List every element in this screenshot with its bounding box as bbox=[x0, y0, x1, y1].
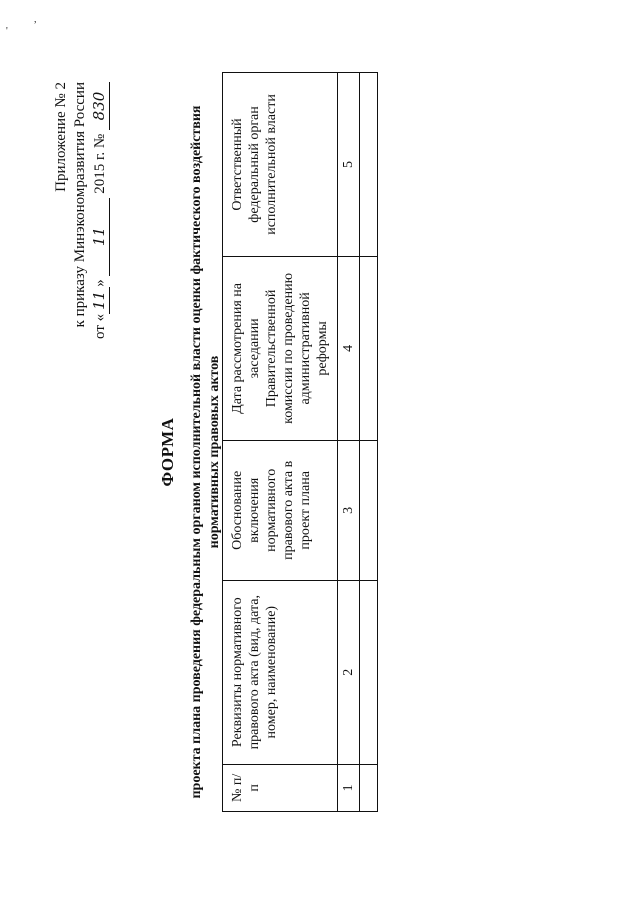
header-cell-meeting-date: Дата рассмотрения на заседании Правительственной комиссии по проведению административной реформы bbox=[223, 256, 338, 440]
table-cell bbox=[360, 764, 378, 811]
date-mid: » bbox=[92, 279, 108, 287]
appendix-header bbox=[52, 82, 110, 339]
document-subtitle: проекта плана проведения федеральным органом исполнительной власти оценки фактического воздействия нормативных правовых актов bbox=[189, 105, 222, 799]
numbering-cell: 5 bbox=[338, 73, 360, 257]
title-block bbox=[158, 82, 224, 822]
order-date-line bbox=[90, 82, 110, 339]
order-number: 830 bbox=[90, 82, 110, 130]
date-day: 11 bbox=[90, 287, 110, 314]
order-line: к приказу Минэкономразвития России bbox=[72, 82, 88, 328]
table-cell bbox=[360, 440, 378, 580]
page-content bbox=[40, 22, 600, 882]
rotated-page bbox=[40, 22, 600, 882]
header-cell-number: № п/п bbox=[223, 764, 338, 811]
date-month: 11 bbox=[90, 198, 110, 276]
numbering-cell: 1 bbox=[338, 764, 360, 811]
header-cell-responsible-body: Ответственный федеральный орган исполнительной власти bbox=[223, 73, 338, 257]
date-prefix: от « bbox=[92, 313, 108, 339]
form-table bbox=[222, 72, 378, 812]
table-header-row bbox=[223, 73, 338, 812]
scan-mark-top: , bbox=[34, 14, 37, 25]
table-numbering-row bbox=[338, 73, 360, 812]
date-year: 2015 г. № bbox=[92, 133, 108, 194]
numbering-cell: 3 bbox=[338, 440, 360, 580]
numbering-cell: 2 bbox=[338, 580, 360, 764]
table-cell bbox=[360, 73, 378, 257]
table-row bbox=[360, 73, 378, 812]
document-title: ФОРМА bbox=[158, 417, 177, 487]
header-cell-justification: Обоснование включения нормативного правового акта в проект плана bbox=[223, 440, 338, 580]
header-cell-requisites: Реквизиты нормативного правового акта (вид, дата, номер, наименование) bbox=[223, 580, 338, 764]
appendix-label: Приложение № 2 bbox=[53, 82, 69, 192]
scan-mark-left: ' bbox=[6, 26, 8, 37]
table-cell bbox=[360, 580, 378, 764]
numbering-cell: 4 bbox=[338, 256, 360, 440]
table-cell bbox=[360, 256, 378, 440]
